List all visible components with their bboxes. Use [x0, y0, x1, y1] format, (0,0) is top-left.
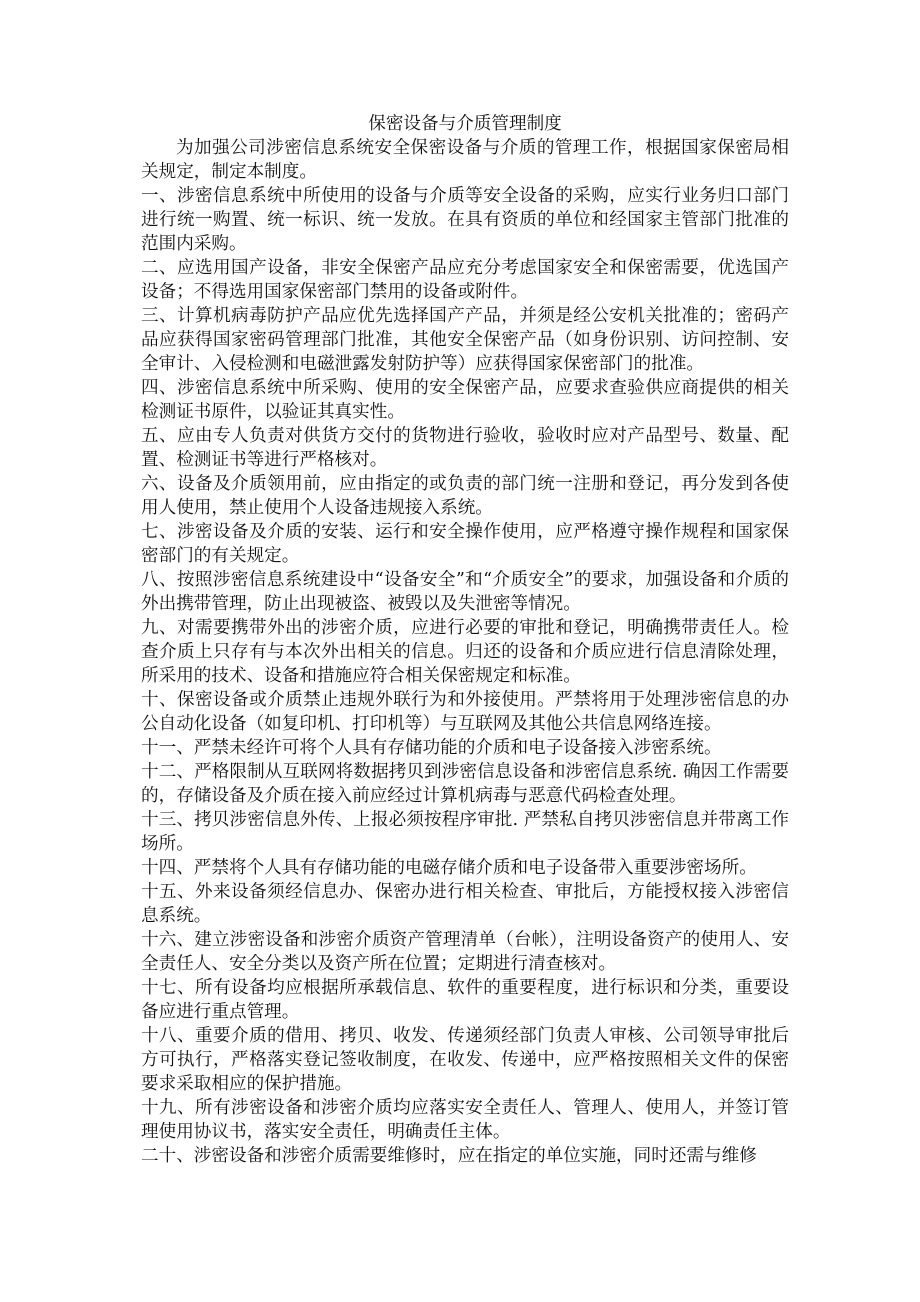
clause-4: 四、涉密信息系统中所采购、使用的安全保密产品，应要求查验供应商提供的相关检测证书原件，以验证其真实性。: [141, 378, 789, 422]
clause-15: 十五、外来设备须经信息办、保密办进行相关检查、审批后，方能授权接入涉密信息系统。: [141, 882, 789, 926]
document-body: [141, 112, 789, 1168]
clause-11: 十一、严禁未经许可将个人具有存储功能的介质和电子设备接入涉密系统。: [141, 738, 722, 758]
clause-16: 十六、建立涉密设备和涉密介质资产管理清单（台帐），注明设备资产的使用人、安全责任人、安全分类以及资产所在位置；定期进行清查核对。: [141, 930, 789, 974]
clause-9: 九、对需要携带外出的涉密介质，应进行必要的审批和登记，明确携带责任人。检查介质上只存有与本次外出相关的信息。归还的设备和介质应进行信息清除处理，所采用的技术、设备和措施应符合相关保密规定和标准。: [141, 618, 789, 686]
intro-paragraph: 为加强公司涉密信息系统安全保密设备与介质的管理工作，根据国家保密局相关规定，制定本制度。: [141, 138, 789, 182]
clause-13: 十三、拷贝涉密信息外传、上报必须按程序审批. 严禁私自拷贝涉密信息并带离工作场所。: [141, 810, 789, 854]
clause-7: 七、涉密设备及介质的安装、运行和安全操作使用，应严格遵守操作规程和国家保密部门的有关规定。: [141, 522, 789, 566]
clause-19: 十九、所有涉密设备和涉密介质均应落实安全责任人、管理人、使用人，并签订管理使用协议书，落实安全责任，明确责任主体。: [141, 1098, 789, 1142]
clause-20: 二十、涉密设备和涉密介质需要维修时，应在指定的单位实施，同时还需与维修: [141, 1146, 757, 1166]
clause-2: 二、应选用国产设备，非安全保密产品应充分考虑国家安全和保密需要，优选国产设备；不得选用国家保密部门禁用的设备或附件。: [141, 258, 789, 302]
clause-10: 十、保密设备或介质禁止违规外联行为和外接使用。严禁将用于处理涉密信息的办公自动化设备（如复印机、打印机等）与互联网及其他公共信息网络连接。: [141, 690, 789, 734]
clause-1: 一、涉密信息系统中所使用的设备与介质等安全设备的采购，应实行业务归口部门进行统一购置、统一标识、统一发放。在具有资质的单位和经国家主管部门批准的范围内采购。: [141, 186, 789, 254]
clause-6: 六、设备及介质领用前，应由指定的或负责的部门统一注册和登记，再分发到各使用人使用，禁止使用个人设备违规接入系统。: [141, 474, 789, 518]
clause-18: 十八、重要介质的借用、拷贝、收发、传递须经部门负责人审核、公司领导审批后方可执行，严格落实登记签收制度，在收发、传递中，应严格按照相关文件的保密要求采取相应的保护措施。: [141, 1026, 789, 1094]
clause-list: [141, 184, 789, 1168]
clause-17: 十七、所有设备均应根据所承载信息、软件的重要程度，进行标识和分类，重要设备应进行重点管理。: [141, 978, 789, 1022]
clause-5: 五、应由专人负责对供货方交付的货物进行验收，验收时应对产品型号、数量、配置、检测证书等进行严格核对。: [141, 426, 789, 470]
clause-12: 十二、严格限制从互联网将数据拷贝到涉密信息设备和涉密信息系统. 确因工作需要的，存储设备及介质在接入前应经过计算机病毒与恶意代码检查处理。: [141, 762, 789, 806]
clause-3: 三、计算机病毒防护产品应优先选择国产产品，并须是经公安机关批准的；密码产品应获得国家密码管理部门批准，其他安全保密产品（如身份识别、访问控制、安全审计、入侵检测和电磁泄露发射防护等）应获得国家保密部门的批准。: [141, 306, 789, 374]
clause-8: 八、按照涉密信息系统建设中“设备安全”和“介质安全”的要求，加强设备和介质的外出携带管理，防止出现被盗、被毁以及失泄密等情况。: [141, 570, 789, 614]
clause-14: 十四、严禁将个人具有存储功能的电磁存储介质和电子设备带入重要涉密场所。: [141, 858, 757, 878]
document-title: 保密设备与介质管理制度: [368, 114, 562, 134]
